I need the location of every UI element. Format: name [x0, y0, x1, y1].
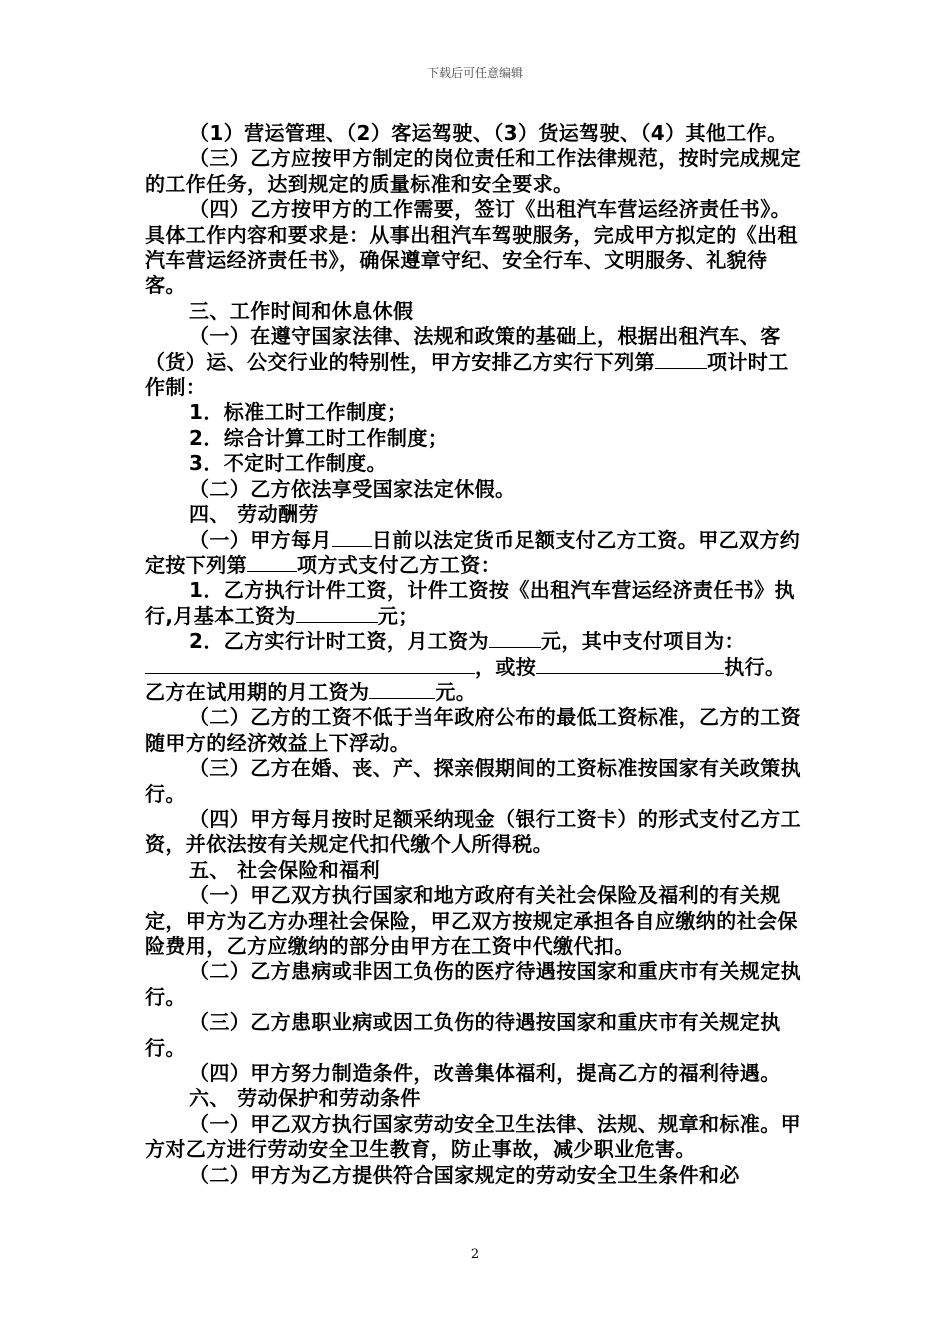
fill-blank [536, 655, 724, 674]
list-item: 1．乙方执行计件工资，计件工资按《出租汽车营运经济责任书》执行,月基本工资为 元； [145, 578, 795, 628]
paragraph: （四）甲方努力制造条件，改善集体福利，提高乙方的福利待遇。 [189, 1061, 781, 1086]
fill-blank [247, 553, 297, 572]
paragraph: （一）甲乙双方执行国家和地方政府有关社会保险及福利的有关规定，甲方为乙方办理社会保险，甲乙双方按规定承担各自应缴纳的社会保险费用，乙方应缴纳的部分由甲方在工资中代缴代扣。 [145, 883, 798, 958]
contract-body [145, 121, 807, 1188]
fill-blank [332, 528, 372, 547]
paragraph: （一）甲方每月 日前以法定货币足额支付乙方工资。甲乙双方约定按下列第 项方式支付乙方工资： [145, 527, 801, 577]
paragraph: （三）乙方在婚、丧、产、探亲假期间的工资标准按国家有关政策执行。 [145, 756, 801, 806]
fill-blank [296, 604, 378, 623]
section-heading: 四、 劳动酬劳 [189, 502, 319, 527]
fill-blank [369, 680, 435, 699]
paragraph: （三）乙方患职业病或因工负伤的待遇按国家和重庆市有关规定执行。 [145, 1010, 781, 1060]
paragraph: （二）乙方依法享受国家法定休假。 [189, 476, 516, 501]
paragraph: （一）在遵守国家法律、法规和政策的基础上，根据出租汽车、客（货）运、公交行业的特别性，甲方安排乙方实行下列第 项计时工作制： [145, 324, 789, 400]
paragraph: 乙方在试用期的月工资为 元。 [145, 679, 477, 704]
paragraph: （二）乙方的工资不低于当年政府公布的最低工资标准，乙方的工资随甲方的经济效益上下浮动。 [145, 705, 801, 755]
list-item: 1．标准工时工作制度； [189, 400, 408, 425]
paragraph: （四）乙方按甲方的工作需要，签订《出租汽车营运经济责任书》。具体工作内容和要求是：从事出租汽车驾驶服务，完成甲方拟定的《出租汽车营运经济责任书》，确保遵章守纪、安全行车、文明服务、礼貌待客。 [145, 197, 798, 298]
fill-blank [145, 655, 475, 674]
section-heading: 六、 劳动保护和劳动条件 [189, 1086, 421, 1111]
paragraph: （二）乙方患病或非因工负伤的医疗待遇按国家和重庆市有关规定执行。 [145, 959, 801, 1009]
list-item: 2．乙方实行计时工资，月工资为 元，其中支付项目为： [189, 629, 745, 654]
paragraph: （1）营运管理、（2）客运驾驶、（3）货运驾驶、（4）其他工作。 [189, 121, 788, 145]
paragraph: （二）甲方为乙方提供符合国家规定的劳动安全卫生条件和必 [189, 1162, 740, 1187]
paragraph: ，或按 执行。 [145, 655, 807, 680]
page-header: 下载后可任意编辑 [426, 66, 523, 80]
fill-blank [655, 350, 707, 369]
list-item: 3．不定时工作制度。 [189, 451, 387, 476]
section-heading: 三、工作时间和休息休假 [189, 298, 414, 323]
paragraph: （三）乙方应按甲方制定的岗位责任和工作法律规范，按时完成规定的工作任务，达到规定的质量标准和安全要求。 [145, 146, 801, 196]
section-heading: 五、 社会保险和福利 [189, 857, 380, 882]
paragraph: （四）甲方每月按时足额采纳现金（银行工资卡）的形式支付乙方工资，并依法按有关规定代扣代缴个人所得税。 [145, 806, 801, 857]
fill-blank [489, 629, 541, 648]
page-number: 2 [470, 1247, 480, 1262]
list-item: 2．综合计算工时工作制度； [189, 425, 449, 450]
paragraph: （一）甲乙双方执行国家劳动安全卫生法律、法规、规章和标准。甲方对乙方进行劳动安全卫生教育，防止事故，减少职业危害。 [145, 1111, 801, 1162]
